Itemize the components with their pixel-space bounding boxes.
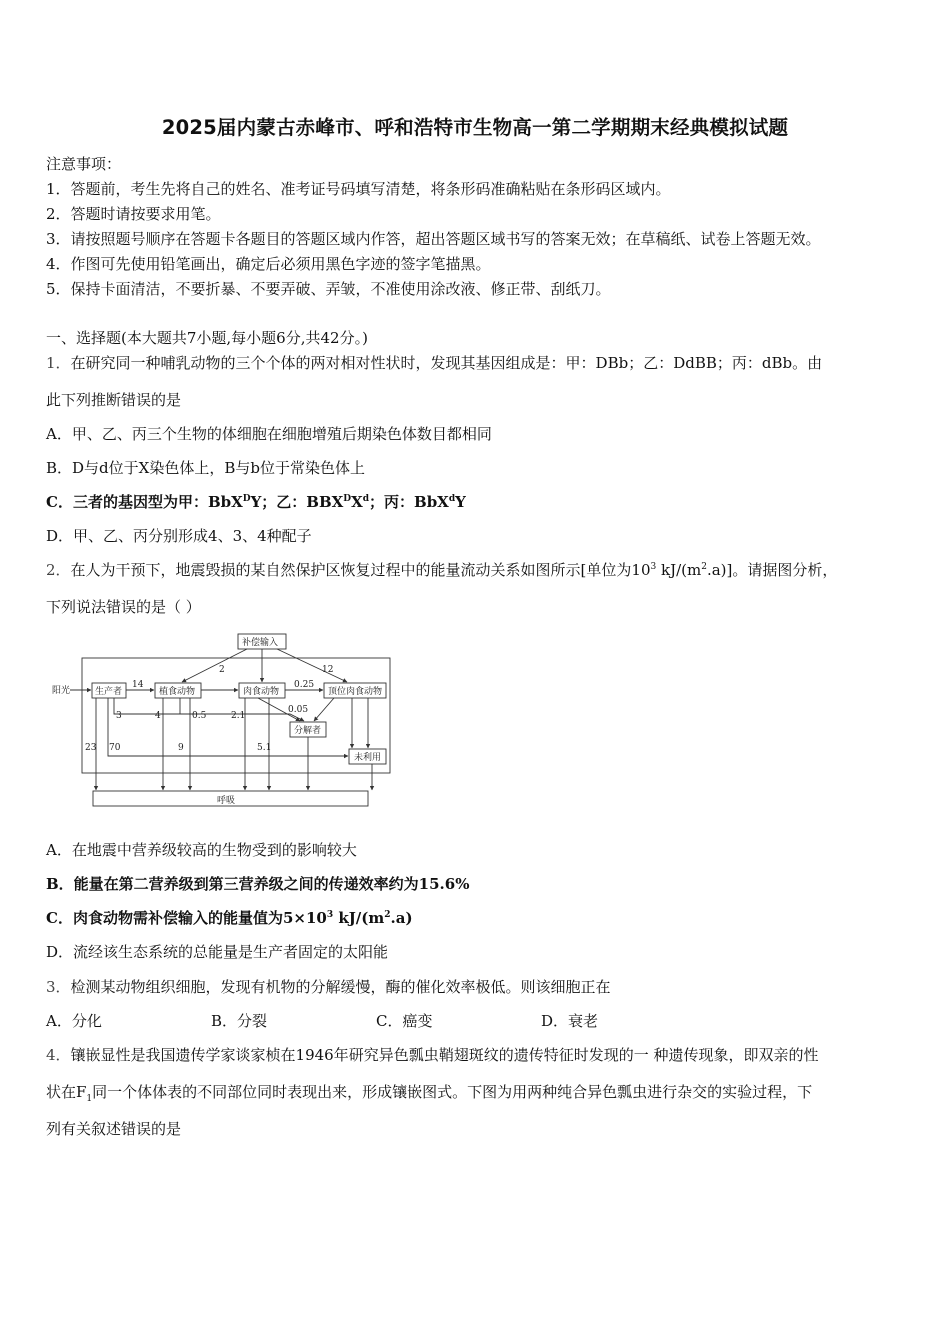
label-producer: 生产者 bbox=[95, 687, 123, 697]
value-supplement-herbivore: 2 bbox=[219, 665, 225, 675]
q2-option-a[interactable]: A．在地震中营养级较高的生物受到的影响较大 bbox=[46, 841, 357, 859]
question-text: 检测某动物组织细胞，发现有机物的分解缓慢，酶的催化效率极低。则该细胞正在 bbox=[70, 978, 611, 996]
text: Y；乙：BBX bbox=[250, 493, 344, 511]
label-top-carnivore: 顶位肉食动物 bbox=[328, 687, 383, 697]
question-2-text-cont: 下列说法错误的是（ ） bbox=[46, 598, 201, 616]
notice-item-1: 1．答题前，考生先将自己的姓名、准考证号码填写清楚，将条形码准确粘贴在条形码区域内。 bbox=[46, 180, 671, 198]
notice-item-5: 5．保持卡面清洁，不要折暴、不要弄破、弄皱，不准使用涂改液、修正带、刮纸刀。 bbox=[46, 280, 611, 298]
text: C．三者的基因型为甲：BbX bbox=[46, 493, 243, 511]
value-0-5: 0.5 bbox=[192, 711, 207, 721]
page-title: 2025届内蒙古赤峰市、呼和浩特市生物高一第二学期期末经典模拟试题 bbox=[161, 116, 789, 139]
notice-heading: 注意事项： bbox=[46, 155, 122, 173]
sup: d bbox=[362, 494, 370, 504]
text: X bbox=[351, 493, 363, 511]
question-4-text-end: 列有关叙述错误的是 bbox=[46, 1120, 182, 1138]
sup: 3 bbox=[650, 562, 657, 572]
text: 状在F bbox=[46, 1083, 87, 1101]
q3-option-d[interactable]: D．衰老 bbox=[541, 1012, 599, 1030]
label-decomposer: 分解者 bbox=[294, 726, 322, 736]
q1-option-b[interactable]: B．D与d位于X染色体上，B与b位于常染色体上 bbox=[46, 459, 365, 477]
sup: d bbox=[448, 494, 456, 504]
value-carnivore-top: 0.25 bbox=[294, 680, 315, 690]
q2-option-d[interactable]: D．流经该生态系统的总能量是生产者固定的太阳能 bbox=[46, 943, 389, 961]
value-supplement-top: 12 bbox=[322, 665, 334, 675]
q2-option-b[interactable]: B．能量在第二营养级到第三营养级之间的传递效率约为15.6% bbox=[46, 875, 470, 893]
question-number: 2． bbox=[46, 561, 71, 579]
q1-option-c[interactable] bbox=[46, 491, 466, 512]
section-heading: 一、选择题(本大题共7小题,每小题6分,共42分。) bbox=[46, 329, 368, 347]
value-2-1: 2.1 bbox=[231, 711, 246, 721]
q3-option-b[interactable]: B．分裂 bbox=[211, 1012, 268, 1030]
sup: D bbox=[242, 494, 251, 504]
value-9: 9 bbox=[178, 743, 184, 753]
sup: 3 bbox=[326, 910, 334, 920]
notice-item-2: 2．答题时请按要求用笔。 bbox=[46, 205, 221, 223]
q1-option-a[interactable]: A．甲、乙、丙三个生物的体细胞在细胞增殖后期染色体数目都相同 bbox=[46, 425, 492, 443]
question-1 bbox=[46, 352, 822, 373]
value-70: 70 bbox=[109, 743, 121, 753]
question-3 bbox=[46, 976, 611, 997]
q3-options bbox=[46, 1010, 646, 1030]
value-producer-herbivore: 14 bbox=[132, 680, 144, 690]
label-herbivore: 植食动物 bbox=[159, 687, 196, 697]
text: ；丙：BbX bbox=[369, 493, 449, 511]
label-sun: 阳光 bbox=[52, 686, 71, 696]
value-3: 3 bbox=[116, 711, 122, 721]
q2-option-c[interactable] bbox=[46, 907, 413, 928]
energy-flow-diagram bbox=[52, 630, 397, 810]
question-text: 在人为干预下，地震毁损的某自然保护区恢复过程中的能量流动关系如图所示[单位为10 bbox=[70, 561, 651, 579]
label-supplement: 补偿输入 bbox=[242, 638, 279, 648]
value-4: 4 bbox=[155, 711, 161, 721]
value-5-1: 5.1 bbox=[257, 743, 272, 753]
text: kJ/(m bbox=[333, 909, 385, 927]
text: .a)]。请据图分析， bbox=[706, 561, 838, 579]
question-number: 1． bbox=[46, 354, 71, 372]
question-2 bbox=[46, 559, 837, 580]
question-number: 4． bbox=[46, 1046, 71, 1064]
notice-item-3: 3．请按照题号顺序在答题卡各题目的答题区域内作答，超出答题区域书写的答案无效；在草稿纸、试卷上答题无效。 bbox=[46, 230, 821, 248]
label-carnivore: 肉食动物 bbox=[243, 687, 280, 697]
value-0-05: 0.05 bbox=[288, 705, 309, 715]
question-text: 镶嵌显性是我国遗传学家谈家桢在1946年研究异色瓢虫鞘翅斑纹的遗传特征时发现的一 种遗传现象，即双亲的性 bbox=[70, 1046, 819, 1064]
text: Y bbox=[455, 493, 466, 511]
value-23: 23 bbox=[85, 743, 97, 753]
label-unused: 未利用 bbox=[354, 753, 382, 763]
text: .a) bbox=[390, 909, 413, 927]
q3-option-c[interactable]: C．癌变 bbox=[376, 1012, 433, 1030]
question-number: 3． bbox=[46, 978, 71, 996]
sup: 2 bbox=[701, 562, 707, 572]
text: kJ/(m bbox=[656, 561, 702, 579]
sup: D bbox=[343, 494, 352, 504]
sub: 1 bbox=[86, 1094, 93, 1104]
question-text: 在研究同一种哺乳动物的三个个体的两对相对性状时，发现其基因组成是：甲：DBb；乙：DdBB；丙：dBb。由 bbox=[70, 354, 823, 372]
sup: 2 bbox=[384, 910, 391, 920]
question-4-text-cont bbox=[46, 1081, 812, 1102]
question-1-text-cont: 此下列推断错误的是 bbox=[46, 391, 182, 409]
label-respiration: 呼吸 bbox=[217, 796, 236, 806]
notice-item-4: 4．作图可先使用铅笔画出，确定后必须用黑色字迹的签字笔描黑。 bbox=[46, 255, 491, 273]
q1-option-d[interactable]: D．甲、乙、丙分别形成4、3、4种配子 bbox=[46, 527, 312, 545]
q3-option-a[interactable]: A．分化 bbox=[46, 1012, 102, 1030]
text: C．肉食动物需补偿输入的能量值为5×10 bbox=[46, 909, 327, 927]
question-4 bbox=[46, 1044, 819, 1065]
text: 同一个体体表的不同部位同时表现出来，形成镶嵌图式。下图为用两种纯合异色瓢虫进行杂交的实验过程，下 bbox=[92, 1083, 813, 1101]
